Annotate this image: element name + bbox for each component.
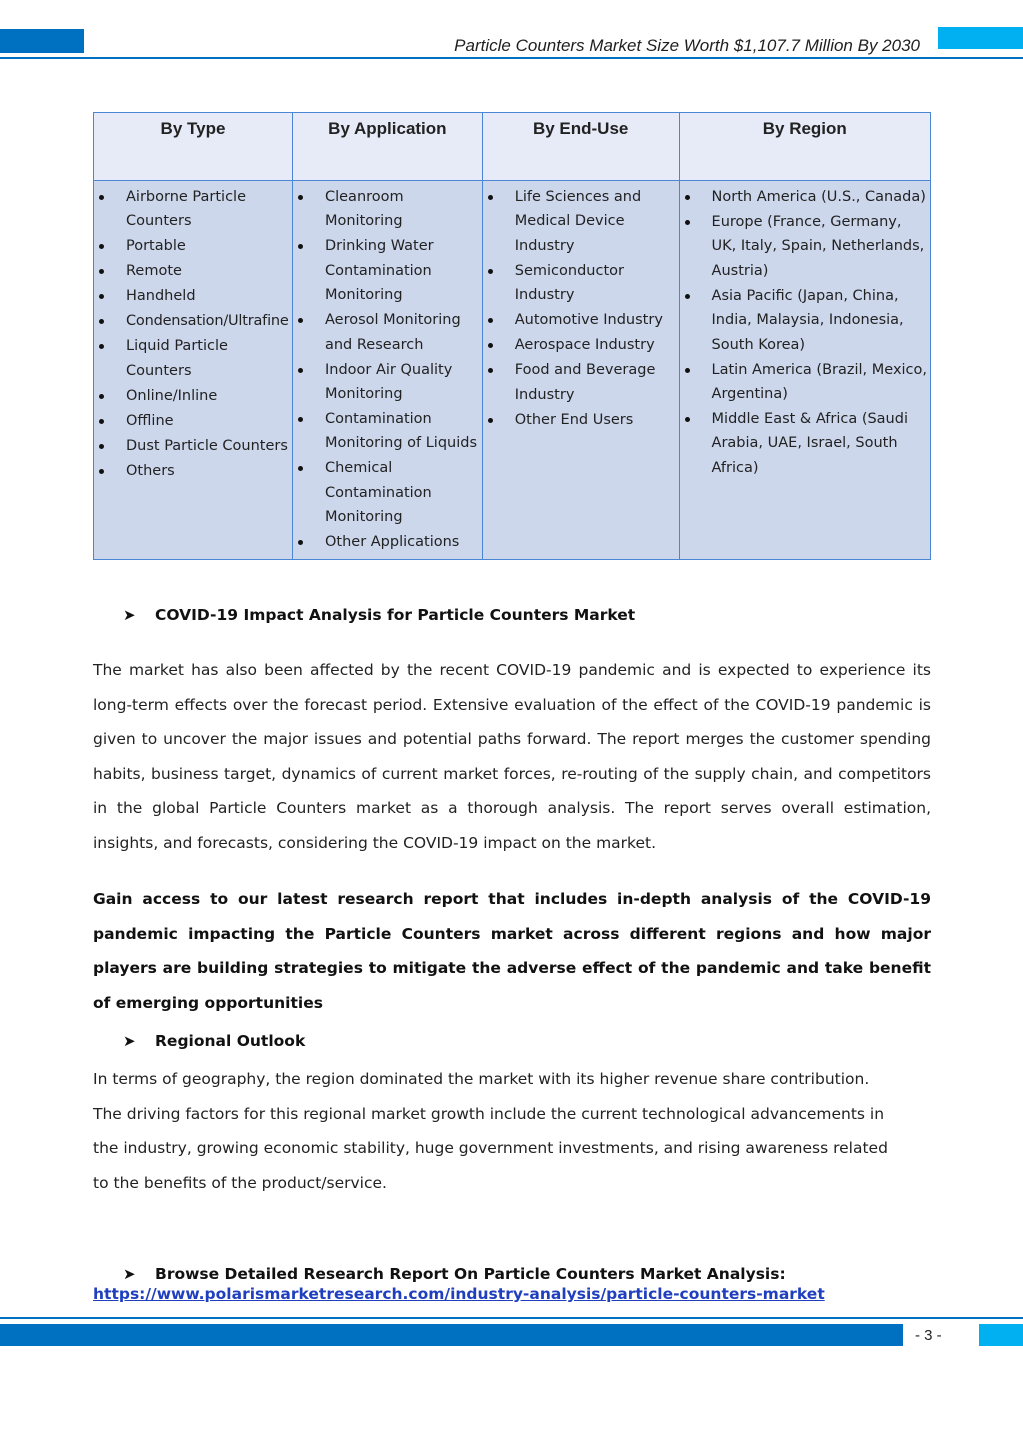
- list-item: Drinking Water Contamination Monitoring: [293, 234, 482, 307]
- regional-heading: [93, 1032, 963, 1050]
- list-item: North America (U.S., Canada): [680, 185, 930, 209]
- list-item: Remote: [94, 259, 292, 283]
- list-item: Others: [94, 459, 292, 483]
- regional-heading-text: Regional Outlook: [155, 1032, 306, 1050]
- list-item: Liquid Particle Counters: [94, 334, 292, 383]
- browse-heading-text: Browse Detailed Research Report On Particle Counters Market Analysis:: [155, 1265, 786, 1283]
- header-left-bar: [0, 29, 84, 53]
- list-item: Offline: [94, 409, 292, 433]
- list-item: Online/Inline: [94, 384, 292, 408]
- list-item: Cleanroom Monitoring: [293, 185, 482, 234]
- application-list: [293, 185, 482, 555]
- end-use-cell: [482, 181, 679, 560]
- column-header: By Type: [94, 113, 293, 181]
- list-item: Europe (France, Germany, UK, Italy, Spain, Netherlands, Austria): [680, 210, 930, 283]
- report-link-row: [93, 1284, 931, 1303]
- page-number: - 3 -: [915, 1327, 942, 1344]
- list-item: Dust Particle Counters: [94, 434, 292, 458]
- report-link[interactable]: https://www.polarismarketresearch.com/industry-analysis/particle-counters-market: [93, 1285, 825, 1303]
- list-item: Handheld: [94, 284, 292, 308]
- list-item: Chemical Contamination Monitoring: [293, 456, 482, 529]
- covid-heading: [93, 606, 963, 624]
- region-cell: [679, 181, 930, 560]
- list-item: Portable: [94, 234, 292, 258]
- list-item: Aerosol Monitoring and Research: [293, 308, 482, 357]
- region-list: [680, 185, 930, 480]
- list-item: Other Applications: [293, 530, 482, 554]
- list-item: Airborne Particle Counters: [94, 185, 292, 234]
- footer-right-bar: [979, 1324, 1023, 1346]
- list-item: Latin America (Brazil, Mexico, Argentina): [680, 358, 930, 407]
- list-item: Asia Pacific (Japan, China, India, Malaysia, Indonesia, South Korea): [680, 284, 930, 357]
- column-header: By Region: [679, 113, 930, 181]
- header-rule: [0, 57, 1023, 59]
- header-title: Particle Counters Market Size Worth $1,107.7 Million By 2030: [454, 36, 920, 55]
- footer-rule: [0, 1317, 1023, 1319]
- list-item: Food and Beverage Industry: [483, 358, 679, 407]
- covid-heading-text: COVID-19 Impact Analysis for Particle Counters Market: [155, 606, 636, 624]
- list-item: Indoor Air Quality Monitoring: [293, 358, 482, 407]
- regional-paragraph: In terms of geography, the region dominated the market with its higher revenue share contribution. The driving factors for this regional market growth include the current technological advancements in the industry, growing economic stability, huge government investments, and rising awareness related to the benefits of the product/service.: [93, 1070, 888, 1192]
- table-header-row: [94, 113, 931, 181]
- segmentation-table: [93, 112, 931, 560]
- arrow-bullet-icon: ➤: [123, 606, 136, 624]
- list-item: Contamination Monitoring of Liquids: [293, 407, 482, 456]
- list-item: Middle East & Africa (Saudi Arabia, UAE, Israel, South Africa): [680, 407, 930, 480]
- header-right-bar: [938, 27, 1023, 49]
- list-item: Other End Users: [483, 408, 679, 432]
- arrow-bullet-icon: ➤: [123, 1032, 136, 1050]
- list-item: Aerospace Industry: [483, 333, 679, 357]
- column-header: By End-Use: [482, 113, 679, 181]
- covid-cta: Gain access to our latest research report that includes in-depth analysis of the COVID-19 pandemic impacting the Particle Counters market across different regions and how major players are building strategies to mitigate the adverse effect of the pandemic and take benefit of emerging opportunities: [93, 890, 931, 1012]
- list-item: Semiconductor Industry: [483, 259, 679, 308]
- type-list: [94, 185, 292, 483]
- list-item: Condensation/Ultrafine: [94, 309, 292, 333]
- list-item: Life Sciences and Medical Device Industry: [483, 185, 679, 258]
- arrow-bullet-icon: ➤: [123, 1265, 136, 1283]
- application-cell: [292, 181, 482, 560]
- end-use-list: [483, 185, 679, 432]
- column-header: By Application: [292, 113, 482, 181]
- browse-heading: [93, 1265, 963, 1283]
- type-cell: [94, 181, 293, 560]
- footer-bar: [0, 1324, 903, 1346]
- table-row: [94, 181, 931, 560]
- covid-paragraph: The market has also been affected by the recent COVID-19 pandemic and is expected to experience its long-term effects over the forecast period. Extensive evaluation of the effect of the COVID-19 pandemic is given to uncover the major issues and potential paths forward. The report merges the customer spending habits, business target, dynamics of current market forces, re-routing of the supply chain, and competitors in the global Particle Counters market as a thorough analysis. The report serves overall estimation, insights, and forecasts, considering the COVID-19 impact on the market.: [93, 661, 931, 852]
- list-item: Automotive Industry: [483, 308, 679, 332]
